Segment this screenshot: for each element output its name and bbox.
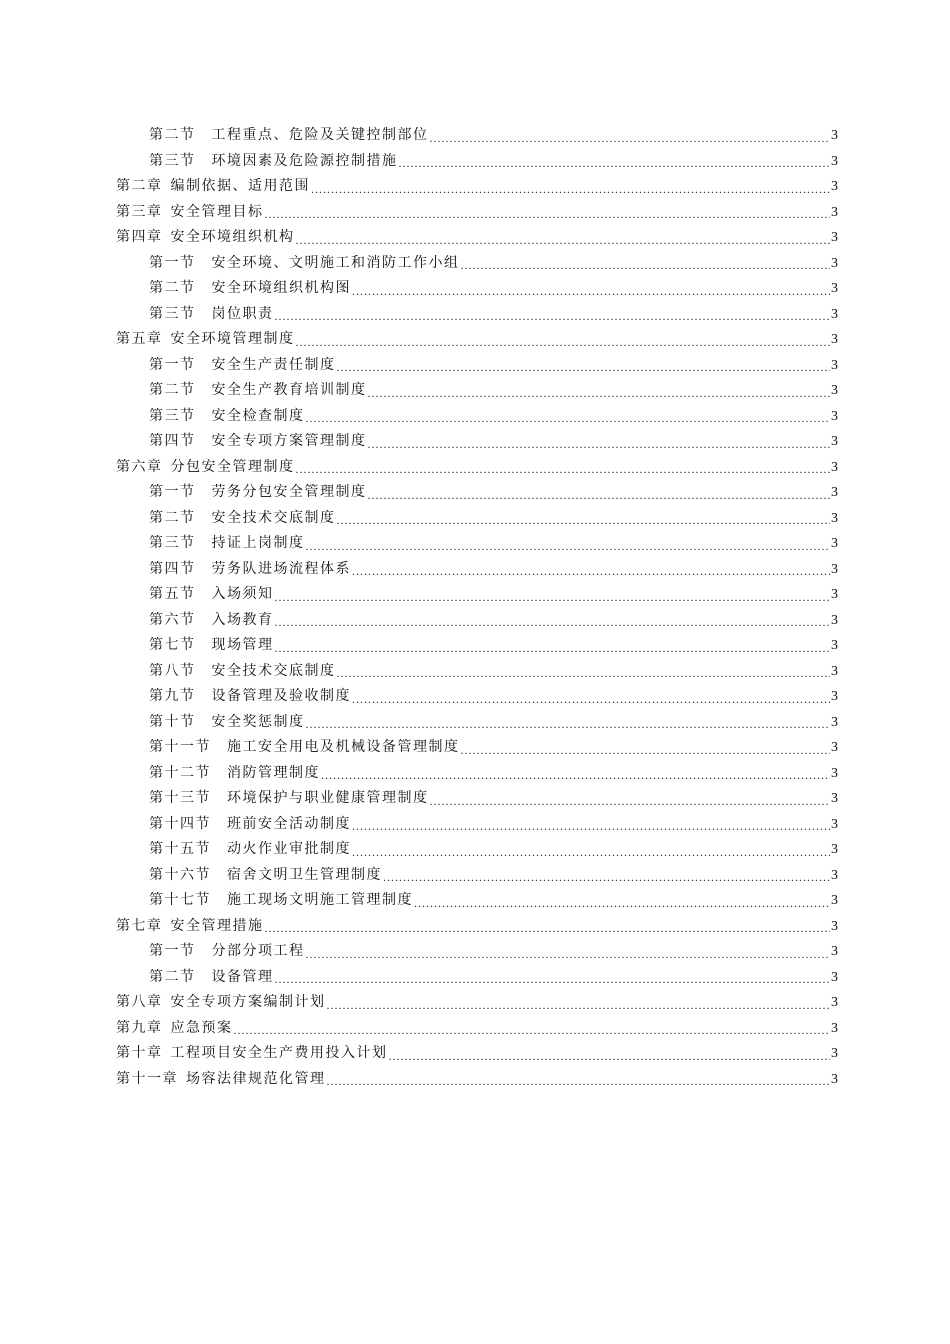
toc-section-entry[interactable] [116, 710, 838, 736]
section-title: 安全奖惩制度 [211, 713, 305, 730]
dot-leader [275, 611, 831, 633]
dot-leader [275, 637, 831, 659]
dot-leader [461, 739, 831, 761]
page-number: 3 [831, 153, 838, 169]
section-title: 入场须知 [211, 586, 274, 602]
toc-section-entry[interactable] [116, 735, 838, 761]
section-number: 第十五节 [149, 841, 211, 857]
section-title: 分部分项工程 [211, 943, 305, 959]
dot-leader [352, 841, 830, 863]
toc-chapter-entry[interactable] [116, 1016, 838, 1042]
toc-section-entry[interactable] [116, 684, 838, 710]
chapter-number: 第四章 [116, 229, 163, 245]
page-number: 3 [831, 995, 838, 1010]
dot-leader [296, 229, 831, 251]
page-number: 3 [831, 204, 838, 220]
dot-leader [414, 892, 830, 914]
section-number: 第六节 [149, 611, 196, 628]
chapter-title: 应急预案 [170, 1019, 233, 1036]
dot-leader [275, 968, 831, 990]
toc-chapter-entry[interactable] [116, 455, 838, 481]
page-number: 3 [831, 332, 838, 347]
dot-leader [399, 152, 831, 174]
toc-section-entry[interactable] [116, 965, 838, 991]
section-number: 第一节 [149, 356, 196, 373]
section-title: 安全生产责任制度 [211, 356, 336, 373]
chapter-title: 编制依据、适用范围 [170, 178, 310, 194]
dot-leader [383, 866, 830, 888]
page-number: 3 [831, 612, 838, 628]
section-title: 安全技术交底制度 [211, 662, 336, 679]
section-number: 第十六节 [149, 866, 211, 883]
dot-leader [389, 1045, 831, 1067]
toc-section-entry[interactable] [116, 633, 838, 659]
toc-chapter-entry[interactable] [116, 914, 838, 940]
page-number: 3 [831, 459, 838, 475]
dot-leader [321, 764, 830, 786]
dot-leader [265, 917, 831, 939]
toc-section-entry[interactable] [116, 353, 838, 379]
section-number: 第七节 [149, 637, 196, 653]
section-number: 第十节 [149, 713, 196, 730]
section-title: 动火作业审批制度 [227, 841, 351, 857]
dot-leader [368, 382, 831, 404]
page-number: 3 [831, 281, 838, 296]
chapter-number: 第十一章 [116, 1070, 178, 1087]
section-title: 班前安全活动制度 [227, 815, 351, 832]
chapter-number: 第九章 [116, 1019, 163, 1036]
chapter-number: 第七章 [116, 917, 163, 934]
toc-section-entry[interactable] [116, 786, 838, 812]
section-number: 第八节 [149, 662, 196, 679]
section-number: 第九节 [149, 688, 196, 704]
table-of-contents [116, 123, 838, 1092]
toc-section-entry[interactable] [116, 429, 838, 455]
toc-section-entry[interactable] [116, 149, 838, 175]
toc-chapter-entry[interactable] [116, 225, 838, 251]
toc-section-entry[interactable] [116, 837, 838, 863]
section-title: 安全生产教育培训制度 [211, 382, 367, 398]
toc-section-entry[interactable] [116, 251, 838, 277]
section-title: 安全检查制度 [211, 407, 305, 424]
page-number: 3 [831, 1071, 838, 1087]
dot-leader [275, 586, 831, 608]
chapter-title: 分包安全管理制度 [170, 458, 295, 475]
toc-section-entry[interactable] [116, 302, 838, 328]
page-number: 3 [831, 689, 838, 704]
toc-section-entry[interactable] [116, 939, 838, 965]
toc-section-entry[interactable] [116, 761, 838, 787]
dot-leader [306, 407, 831, 429]
page-number: 3 [831, 893, 838, 908]
section-number: 第四节 [149, 560, 196, 577]
page-number: 3 [831, 434, 838, 449]
page-number: 3 [831, 485, 838, 500]
section-number: 第十四节 [149, 815, 211, 832]
toc-section-entry[interactable] [116, 608, 838, 634]
page-number: 3 [831, 638, 838, 653]
dot-leader [306, 713, 831, 735]
page-number: 3 [831, 179, 838, 194]
section-number: 第五节 [149, 586, 196, 602]
dot-leader [368, 433, 831, 455]
toc-chapter-entry[interactable] [116, 327, 838, 353]
chapter-title: 工程项目安全生产费用投入计划 [170, 1045, 388, 1061]
page-number: 3 [831, 1046, 838, 1061]
page-number: 3 [831, 230, 838, 245]
chapter-title: 安全专项方案编制计划 [170, 994, 326, 1010]
toc-chapter-entry[interactable] [116, 990, 838, 1016]
dot-leader [296, 458, 831, 480]
dot-leader [337, 662, 831, 684]
dot-leader [234, 1019, 831, 1041]
dot-leader [352, 560, 830, 582]
toc-section-entry[interactable] [116, 863, 838, 889]
section-number: 第三节 [149, 407, 196, 424]
page-number: 3 [831, 867, 838, 883]
toc-section-entry[interactable] [116, 659, 838, 685]
dot-leader [327, 1070, 831, 1092]
section-number: 第十一节 [149, 739, 211, 755]
section-number: 第二节 [149, 968, 196, 985]
section-title: 环境因素及危险源控制措施 [211, 152, 398, 169]
page-number: 3 [831, 536, 838, 551]
toc-chapter-entry[interactable] [116, 174, 838, 200]
page-number: 3 [831, 944, 838, 959]
dot-leader [327, 994, 831, 1016]
section-number: 第二节 [149, 509, 196, 526]
page-number: 3 [831, 842, 838, 857]
section-title: 安全专项方案管理制度 [211, 433, 367, 449]
dot-leader [430, 127, 831, 149]
toc-chapter-entry[interactable] [116, 200, 838, 226]
section-number: 第一节 [149, 484, 196, 500]
chapter-title: 安全管理措施 [170, 917, 264, 934]
section-title: 消防管理制度 [227, 764, 320, 781]
page-number: 3 [831, 1020, 838, 1036]
page-number: 3 [831, 561, 838, 577]
section-title: 持证上岗制度 [211, 535, 305, 551]
section-title: 劳务分包安全管理制度 [211, 484, 367, 500]
section-number: 第二节 [149, 127, 196, 143]
section-number: 第三节 [149, 535, 196, 551]
page-number: 3 [831, 740, 838, 755]
section-number: 第十三节 [149, 790, 211, 806]
toc-section-entry[interactable] [116, 531, 838, 557]
page-number: 3 [831, 510, 838, 526]
toc-section-entry[interactable] [116, 888, 838, 914]
dot-leader [352, 688, 830, 710]
toc-section-entry[interactable] [116, 123, 838, 149]
page-number: 3 [831, 357, 838, 373]
toc-chapter-entry[interactable] [116, 1041, 838, 1067]
section-title: 现场管理 [211, 637, 274, 653]
dot-leader [352, 280, 830, 302]
section-number: 第二节 [149, 382, 196, 398]
page-number: 3 [831, 918, 838, 934]
toc-section-entry[interactable] [116, 557, 838, 583]
page-number: 3 [831, 791, 838, 806]
toc-section-entry[interactable] [116, 276, 838, 302]
chapter-number: 第二章 [116, 178, 163, 194]
section-title: 岗位职责 [211, 305, 274, 322]
dot-leader [306, 943, 831, 965]
section-number: 第十七节 [149, 892, 211, 908]
page-number: 3 [831, 128, 838, 143]
section-title: 安全环境组织机构图 [211, 280, 351, 296]
chapter-number: 第五章 [116, 331, 163, 347]
section-title: 施工安全用电及机械设备管理制度 [227, 739, 460, 755]
page-number: 3 [831, 714, 838, 730]
section-number: 第十二节 [149, 764, 211, 781]
section-number: 第四节 [149, 433, 196, 449]
dot-leader [461, 254, 831, 276]
dot-leader [337, 509, 831, 531]
toc-section-entry[interactable] [116, 480, 838, 506]
chapter-title: 安全环境管理制度 [170, 331, 295, 347]
section-title: 环境保护与职业健康管理制度 [227, 790, 429, 806]
toc-chapter-entry[interactable] [116, 1067, 838, 1093]
section-title: 劳务队进场流程体系 [211, 560, 351, 577]
dot-leader [296, 331, 831, 353]
page-number: 3 [831, 383, 838, 398]
section-number: 第三节 [149, 152, 196, 169]
dot-leader [368, 484, 831, 506]
section-number: 第一节 [149, 943, 196, 959]
dot-leader [352, 815, 830, 837]
dot-leader [265, 203, 831, 225]
chapter-number: 第三章 [116, 203, 163, 220]
chapter-title: 安全管理目标 [170, 203, 264, 220]
chapter-title: 场容法律规范化管理 [186, 1070, 326, 1087]
dot-leader [311, 178, 830, 200]
section-number: 第三节 [149, 305, 196, 322]
section-number: 第二节 [149, 280, 196, 296]
chapter-number: 第六章 [116, 458, 163, 475]
toc-section-entry[interactable] [116, 378, 838, 404]
page-number: 3 [831, 765, 838, 781]
section-title: 设备管理及验收制度 [211, 688, 351, 704]
section-title: 安全技术交底制度 [211, 509, 336, 526]
dot-leader [430, 790, 831, 812]
toc-section-entry[interactable] [116, 506, 838, 532]
page-number: 3 [831, 255, 838, 271]
toc-section-entry[interactable] [116, 812, 838, 838]
section-title: 宿舍文明卫生管理制度 [227, 866, 382, 883]
page-number: 3 [831, 306, 838, 322]
dot-leader [337, 356, 831, 378]
section-number: 第一节 [149, 254, 196, 271]
section-title: 入场教育 [211, 611, 274, 628]
page-number: 3 [831, 408, 838, 424]
dot-leader [275, 305, 831, 327]
chapter-number: 第十章 [116, 1045, 163, 1061]
toc-section-entry[interactable] [116, 404, 838, 430]
section-title: 安全环境、文明施工和消防工作小组 [211, 254, 460, 271]
section-title: 工程重点、危险及关键控制部位 [211, 127, 429, 143]
toc-section-entry[interactable] [116, 582, 838, 608]
chapter-title: 安全环境组织机构 [170, 229, 295, 245]
section-title: 设备管理 [211, 968, 274, 985]
page-number: 3 [831, 587, 838, 602]
page-number: 3 [831, 663, 838, 679]
dot-leader [306, 535, 831, 557]
section-title: 施工现场文明施工管理制度 [227, 892, 413, 908]
page-number: 3 [831, 816, 838, 832]
chapter-number: 第八章 [116, 994, 163, 1010]
page-number: 3 [831, 969, 838, 985]
